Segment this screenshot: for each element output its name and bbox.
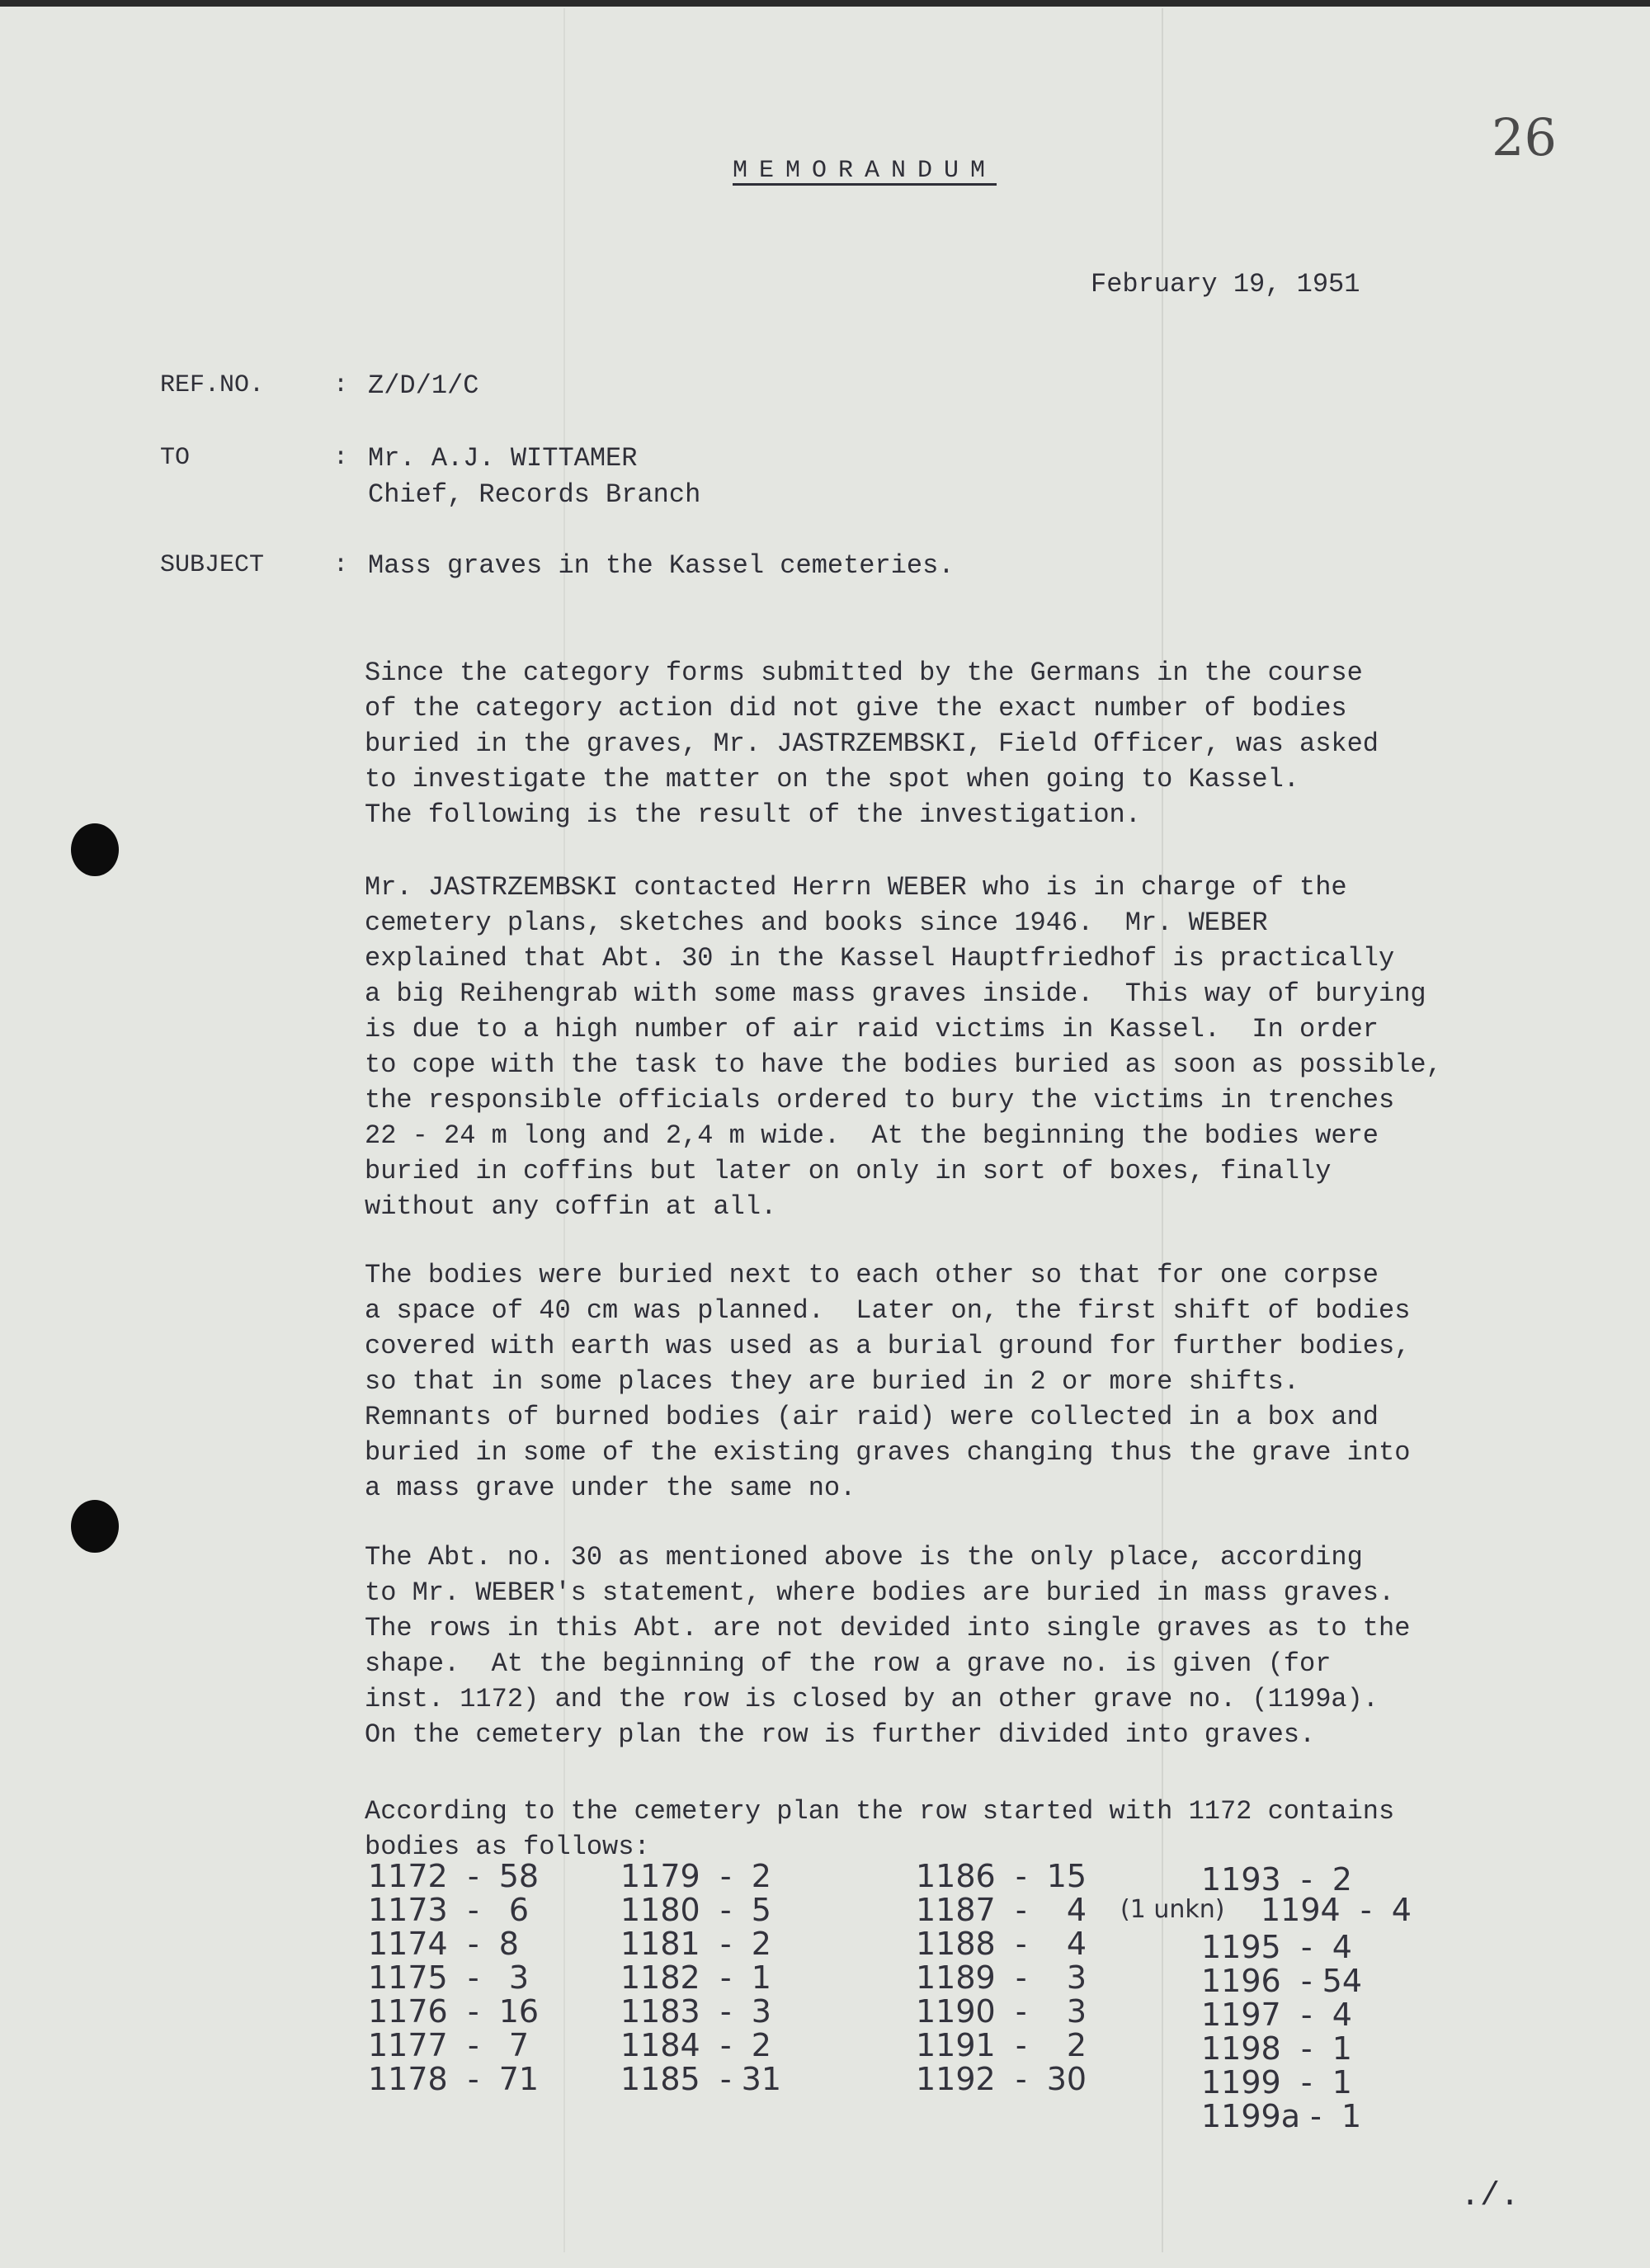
ref-value: Z/D/1/C	[368, 370, 479, 401]
grave-entry: 1173 - 6	[368, 1892, 529, 1928]
grave-entry: 1187 - 4	[916, 1892, 1087, 1928]
unknown-note: (1 unkn)	[1120, 1895, 1225, 1924]
to-recipient: Mr. A.J. WITTAMER	[368, 443, 638, 474]
grave-entry: 1194 - 4	[1261, 1892, 1412, 1928]
ref-label: REF.NO.	[160, 371, 265, 399]
grave-entry: 1177 - 7	[368, 2027, 529, 2063]
colon: :	[333, 551, 349, 579]
grave-entry: 1191 - 2	[916, 2027, 1087, 2063]
grave-entry: 1181 - 2	[620, 1926, 771, 1962]
grave-entry: 1186 - 15	[916, 1858, 1087, 1894]
grave-entry: 1182 - 1	[620, 1959, 771, 1996]
page-number: 26	[1492, 107, 1557, 167]
grave-entry: 1190 - 3	[916, 1993, 1087, 2030]
paragraph-3: The bodies were buried next to each other so that for one corpse a space of 40 cm was planned. Later on, the first shift of bodies covered with earth was used as a burial ground for further bodies, so that in some places they are buried in 2 or more shifts. Remnants of burned bodies (air raid) were collected in a box and buried in some of the existing graves changing thus the grave into a mass grave under the same no.	[365, 1260, 1411, 1503]
grave-entry: 1174 - 8	[368, 1926, 519, 1962]
subject-label: SUBJECT	[160, 551, 265, 579]
grave-entry: 1198 - 1	[1201, 2030, 1352, 2067]
grave-entry: 1179 - 2	[620, 1858, 771, 1894]
colon: :	[333, 371, 349, 399]
grave-entry: 1172 - 58	[368, 1858, 540, 1894]
memo-date: February 19, 1951	[1091, 269, 1360, 299]
to-label: TO	[160, 444, 191, 472]
memo-title: MEMORANDUM	[733, 157, 997, 185]
grave-entry: 1193 - 2	[1201, 1861, 1352, 1898]
grave-entry: 1183 - 3	[620, 1993, 771, 2030]
grave-entry: 1178 - 71	[368, 2061, 540, 2097]
grave-entry: 1184 - 2	[620, 2027, 771, 2063]
paragraph-5: According to the cemetery plan the row started with 1172 contains bodies as follows:	[365, 1796, 1395, 1862]
paragraph-2: Mr. JASTRZEMBSKI contacted Herrn WEBER who is in charge of the cemetery plans, sketches and books since 1946. Mr. WEBER explained that Abt. 30 in the Kassel Hauptfriedhof is practically a big Reihengrab with some mass graves inside. This way of burying is due to a high number of air raid victims in Kassel. In order to cope with the task to have the bodies buried as soon as possible, the responsible officials ordered to bury the victims in trenches 22 - 24 m long and 2,4 m wide. At the beginning the bodies were buried in coffins but later on only in sort of boxes, finally without any coffin at all.	[365, 872, 1442, 1222]
paragraph-1: Since the category forms submitted by the Germans in the course of the category action did not give the exact number of bodies buried in the graves, Mr. JASTRZEMBSKI, Field Officer, was asked to investigate the matter on the spot when going to Kassel. The following is the result of the investigation.	[365, 658, 1379, 830]
colon: :	[333, 444, 349, 472]
grave-entry: 1188 - 4	[916, 1926, 1087, 1962]
subject-value: Mass graves in the Kassel cemeteries.	[368, 550, 955, 581]
grave-entry: 1175 - 3	[368, 1959, 529, 1996]
grave-entry: 1197 - 4	[1201, 1997, 1352, 2033]
grave-entry: 1196 - 54	[1201, 1963, 1363, 1999]
continuation-mark: ./.	[1460, 2178, 1520, 2215]
grave-entry: 1192 - 30	[916, 2061, 1087, 2097]
to-position: Chief, Records Branch	[368, 479, 701, 510]
punch-hole-icon	[71, 823, 119, 876]
grave-entry: 1185 - 31	[620, 2061, 782, 2097]
punch-hole-icon	[71, 1500, 119, 1553]
grave-entry: 1189 - 3	[916, 1959, 1087, 1996]
paragraph-4: The Abt. no. 30 as mentioned above is the only place, according to Mr. WEBER's statement, where bodies are buried in mass graves. The rows in this Abt. are not devided into single graves as to the shape. At the beginning of the row a grave no. is given (for inst. 1172) and the row is closed by an other grave no. (1199a). On the cemetery plan the row is further divided into graves.	[365, 1542, 1411, 1750]
grave-entry: 1199 - 1	[1201, 2064, 1352, 2101]
grave-entry: 1199a - 1	[1201, 2098, 1362, 2134]
grave-entry: 1176 - 16	[368, 1993, 540, 2030]
grave-entry: 1180 - 5	[620, 1892, 771, 1928]
scan-edge	[0, 0, 1650, 7]
grave-entry: 1195 - 4	[1201, 1929, 1352, 1965]
